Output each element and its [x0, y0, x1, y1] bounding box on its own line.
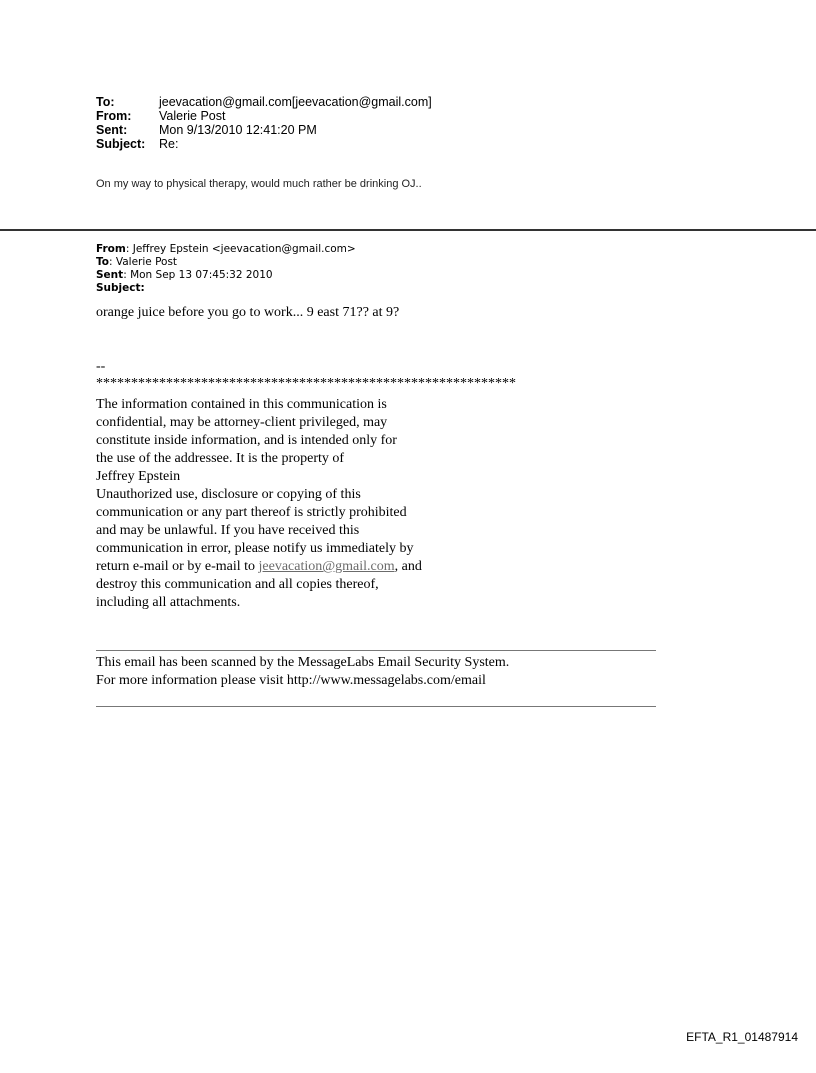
- disclaimer-line: the use of the addressee. It is the property of: [96, 451, 345, 466]
- email-link[interactable]: jeevacation@gmail.com: [258, 559, 395, 574]
- header-to-label: To:: [96, 95, 115, 109]
- signature-dash: --: [96, 359, 106, 374]
- header-sent-row: [96, 123, 432, 137]
- header-to-row: [96, 95, 432, 109]
- section-divider: [0, 229, 816, 231]
- header-subject-label: Subject:: [96, 137, 146, 151]
- forwarded-header: [96, 243, 356, 295]
- disclaimer-line10-pre: return e-mail or by e-mail to: [96, 559, 259, 574]
- fwd-from-row: [96, 243, 356, 256]
- disclaimer-line-email: [96, 558, 516, 576]
- scan-notice-line2: For more information please visit http://www.messagelabs.com/email: [96, 673, 486, 688]
- header-to-value: jeevacation@gmail.com[jeevacation@gmail.com]: [159, 95, 432, 109]
- fwd-subject-row: [96, 282, 356, 295]
- document-id: EFTA_R1_01487914: [686, 1030, 798, 1044]
- header-sent-value: Mon 9/13/2010 12:41:20 PM: [159, 123, 317, 137]
- header-from-row: [96, 109, 432, 123]
- fwd-sent-value: : Mon Sep 13 07:45:32 2010: [123, 269, 273, 281]
- disclaimer-line10-post: , and: [394, 559, 422, 574]
- disclaimer-line: communication in error, please notify us immediately by: [96, 541, 414, 556]
- header-from-label: From:: [96, 109, 132, 123]
- disclaimer-line: Jeffrey Epstein: [96, 469, 181, 484]
- fwd-from-label: From: [96, 243, 126, 255]
- email-header: [96, 95, 432, 151]
- signature-stars: ************************************************************: [96, 376, 516, 391]
- scan-rule-top: [96, 650, 656, 651]
- confidentiality-disclaimer: [96, 396, 516, 612]
- disclaimer-line: The information contained in this communication is: [96, 397, 387, 412]
- disclaimer-line: communication or any part thereof is strictly prohibited: [96, 505, 407, 520]
- fwd-to-row: [96, 256, 356, 269]
- disclaimer-line: destroy this communication and all copies thereof,: [96, 577, 379, 592]
- disclaimer-line: and may be unlawful. If you have received this: [96, 523, 360, 538]
- fwd-to-value: : Valerie Post: [108, 256, 178, 268]
- forwarded-message: orange juice before you go to work... 9 east 71?? at 9?: [96, 305, 400, 320]
- header-subject-value: Re:: [159, 137, 179, 151]
- reply-body: On my way to physical therapy, would much rather be drinking OJ..: [96, 178, 422, 190]
- fwd-subject-value: :: [140, 282, 145, 294]
- header-sent-label: Sent:: [96, 123, 128, 137]
- fwd-subject-label: Subject: [96, 282, 141, 294]
- disclaimer-line: constitute inside information, and is intended only for: [96, 433, 397, 448]
- header-from-value: Valerie Post: [159, 109, 226, 123]
- scan-notice: [96, 654, 509, 690]
- scan-rule-bottom: [96, 706, 656, 707]
- scan-notice-line1: This email has been scanned by the MessageLabs Email Security System.: [96, 655, 510, 670]
- disclaimer-line: including all attachments.: [96, 595, 241, 610]
- fwd-sent-row: [96, 269, 356, 282]
- disclaimer-line: confidential, may be attorney-client privileged, may: [96, 415, 388, 430]
- fwd-sent-label: Sent: [96, 269, 124, 281]
- disclaimer-line: Unauthorized use, disclosure or copying of this: [96, 487, 361, 502]
- fwd-from-value: : Jeffrey Epstein <jeevacation@gmail.com>: [125, 243, 356, 255]
- header-subject-row: [96, 137, 432, 151]
- fwd-to-label: To: [96, 256, 109, 268]
